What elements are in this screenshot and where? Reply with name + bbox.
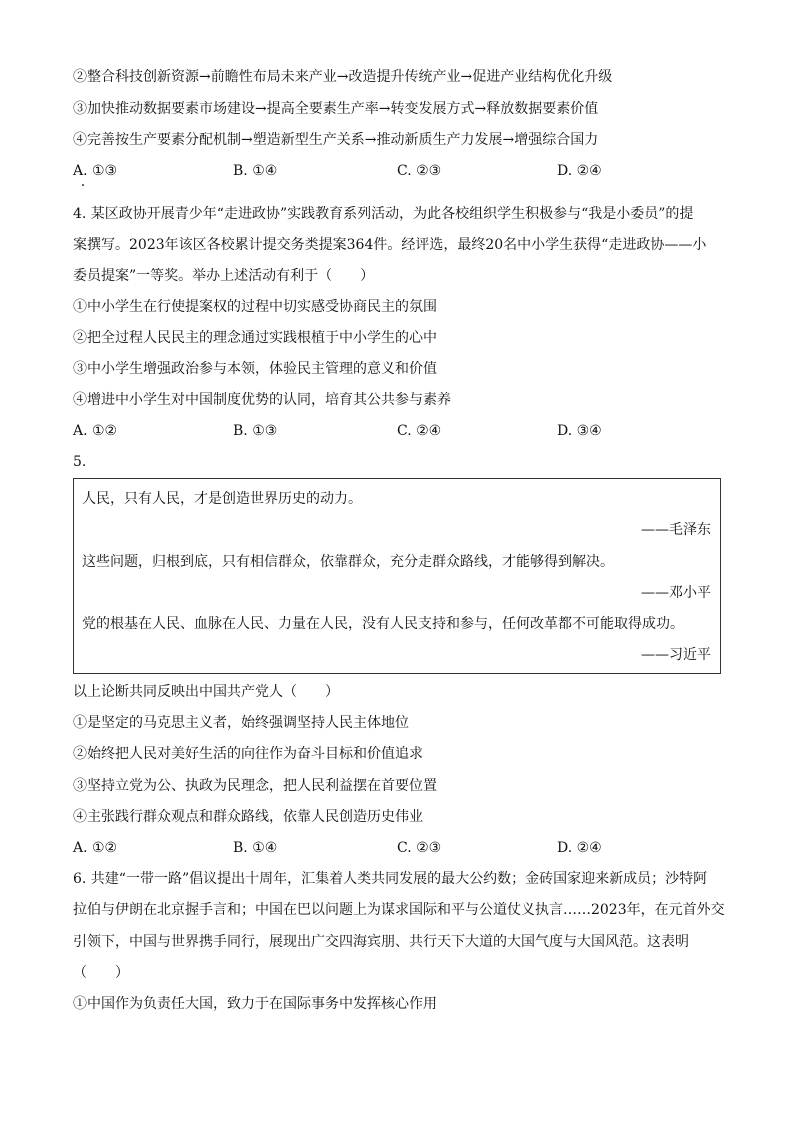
q4-item-1: ①中小学生在行使提案权的过程中切实感受协商民主的氛围	[73, 299, 437, 315]
quote-2-author: ——邓小平	[641, 585, 711, 601]
q6-stem-line-4: （ ）	[73, 965, 129, 981]
q5-item-1: ①是坚定的马克思主义者，始终强调坚持人民主体地位	[73, 715, 409, 731]
q4-option-a: A. ①②	[73, 423, 118, 439]
q5-item-3: ③坚持立党为公、执政为民理念，把人民利益摆在首要位置	[73, 778, 437, 794]
q5-option-b: B. ①④	[233, 840, 278, 856]
q4-option-d: D. ③④	[557, 423, 602, 439]
quote-2-text: 这些问题，归根到底，只有相信群众，依靠群众，充分走群众路线，才能够得到解决。	[82, 554, 614, 570]
q6-stem-line-3: 引领下，中国与世界携手同行，展现出广交四海宾朋、共行天下大道的大国气度与大国风范。这表明	[73, 934, 689, 950]
quote-1-author: ——毛泽东	[641, 522, 711, 538]
q5-number: 5.	[73, 454, 87, 470]
q3-item-2: ②整合科技创新资源→前瞻性布局未来产业→改造提升传统产业→促进产业结构优化升级	[73, 69, 613, 85]
q4-option-c: C. ②④	[397, 423, 442, 439]
stray-dot	[82, 184, 84, 186]
q5-item-4: ④主张践行群众观点和群众路线，依靠人民创造历史伟业	[73, 809, 423, 825]
q6-stem-line-1: 6. 共建“一带一路”倡议提出十周年，汇集着人类共同发展的最大公约数；金砖国家迎来新成员；沙特阿	[73, 871, 708, 887]
q6-stem-line-2: 拉伯与伊朗在北京握手言和；中国在巴以问题上为谋求国际和平与公道仗义执言……2023年，在元首外交	[73, 902, 725, 918]
q4-item-4: ④增进中小学生对中国制度优势的认同，培育其公共参与素养	[73, 392, 451, 408]
q3-option-d: D. ②④	[557, 163, 602, 179]
q5-stem: 以上论断共同反映出中国共产党人（ ）	[73, 684, 339, 700]
quote-3-text: 党的根基在人民、血脉在人民、力量在人民，没有人民支持和参与，任何改革都不可能取得成功。	[82, 616, 684, 632]
q5-option-a: A. ①②	[73, 840, 118, 856]
q4-item-2: ②把全过程人民民主的理念通过实践根植于中小学生的心中	[73, 330, 437, 346]
quote-1-text: 人民，只有人民，才是创造世界历史的动力。	[82, 491, 362, 507]
q6-item-1: ①中国作为负责任大国，致力于在国际事务中发挥核心作用	[73, 996, 437, 1012]
q4-stem-line-1: 4. 某区政协开展青少年“走进政协”实践教育系列活动，为此各校组织学生积极参与“我是小委员”的提	[73, 206, 694, 222]
q5-item-2: ②始终把人民对美好生活的向往作为奋斗目标和价值追求	[73, 746, 423, 762]
q4-item-3: ③中小学生增强政治参与本领，体验民主管理的意义和价值	[73, 361, 437, 377]
quote-box	[73, 478, 721, 674]
q5-option-c: C. ②③	[397, 840, 442, 856]
q4-option-b: B. ①③	[233, 423, 278, 439]
q3-item-4: ④完善按生产要素分配机制→塑造新型生产关系→推动新质生产力发展→增强综合国力	[73, 132, 599, 148]
q4-stem-line-3: 委员提案”一等奖。举办上述活动有利于（ ）	[73, 268, 375, 284]
q3-option-c: C. ②③	[397, 163, 442, 179]
quote-3-author: ——习近平	[641, 647, 711, 663]
q3-option-b: B. ①④	[233, 163, 278, 179]
q5-option-d: D. ②④	[557, 840, 602, 856]
q3-item-3: ③加快推动数据要素市场建设→提高全要素生产率→转变发展方式→释放数据要素价值	[73, 101, 599, 117]
q3-option-a: A. ①③	[73, 163, 118, 179]
q4-stem-line-2: 案撰写。2023年该区各校累计提交务类提案364件。经评选，最终20名中小学生获得“走进政协——小	[73, 237, 707, 253]
